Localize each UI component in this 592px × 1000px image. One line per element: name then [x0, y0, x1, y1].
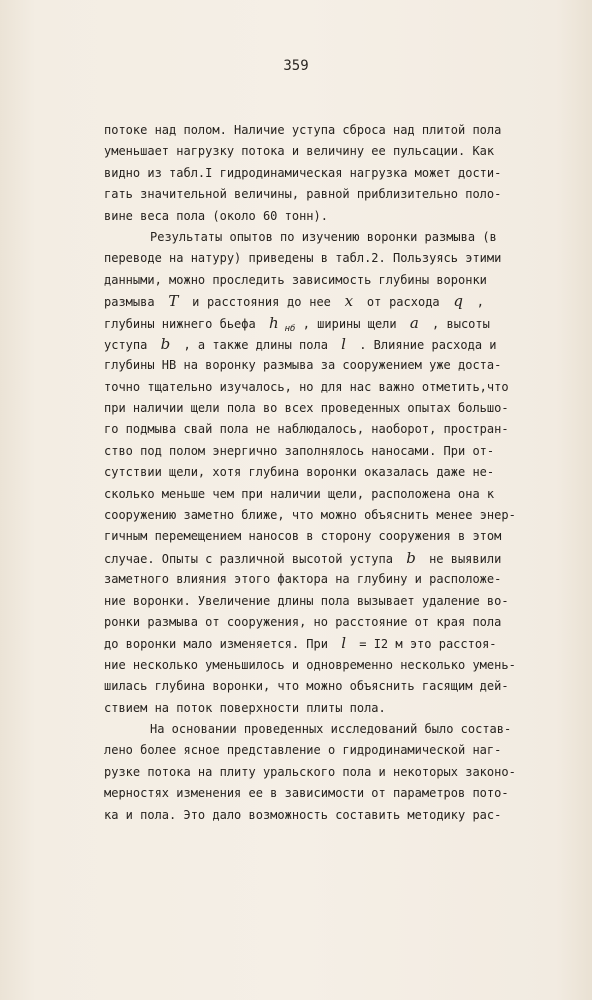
- text-run: потоке над полом. Наличие уступа сброса над плитой пола: [104, 123, 502, 137]
- text-line: [104, 291, 484, 312]
- text-line: [104, 762, 516, 783]
- math-subscript: нб: [284, 323, 296, 334]
- text-line: [104, 633, 497, 654]
- text-line: [104, 206, 484, 227]
- math-symbol: h: [268, 313, 279, 332]
- text-run: при наличии щели пола во всех проведенных опытах большо-: [104, 401, 509, 416]
- text-run: . Влияние расхода и: [359, 337, 497, 352]
- text-line: [104, 569, 502, 590]
- text-line: [104, 141, 495, 162]
- text-run: сколько меньше чем при наличии щели, расположена она к: [104, 486, 495, 501]
- body-text: [104, 120, 516, 826]
- text-line: [104, 612, 502, 633]
- text-line: [104, 377, 509, 398]
- text-run: размыва: [104, 295, 155, 310]
- text-run: гичным перемещением наносов в сторону сооружения в этом: [104, 529, 502, 544]
- text-run: шилась глубина воронки, что можно объяснить гасящим дей-: [104, 679, 509, 694]
- text-line: [104, 783, 509, 804]
- text-run: до воронки мало изменяется. При: [104, 637, 328, 652]
- text-run: глубины НВ на воронку размыва за сооружением уже доста-: [104, 358, 502, 373]
- text-run: вине веса пола (около 60 тонн).: [104, 208, 328, 223]
- text-run: переводе на натуру) приведены в табл.2. Пользуясь этими: [104, 251, 502, 266]
- math-symbol: l: [341, 634, 347, 653]
- text-line: [104, 313, 490, 334]
- text-run: , ширины щели: [302, 316, 397, 331]
- math-symbol: T: [168, 292, 179, 311]
- text-run: На основании проведенных исследований было состав-: [150, 721, 512, 736]
- text-line: [104, 184, 502, 205]
- text-run: , высоты: [432, 316, 490, 331]
- text-line: [104, 719, 512, 740]
- math-symbol: a: [409, 313, 419, 332]
- text-line: [104, 698, 484, 719]
- text-run: рузке потока на плиту уральского пола и некоторых законо-: [104, 764, 516, 779]
- text-line: [104, 526, 502, 547]
- math-symbol: b: [160, 334, 171, 353]
- text-run: ние несколько уменьшилось и одновременно несколько умень-: [104, 657, 516, 672]
- text-line: [104, 441, 495, 462]
- text-line: [104, 248, 502, 269]
- text-run: данными, можно проследить зависимость глубины воронки: [104, 272, 487, 287]
- text-line: [104, 419, 509, 440]
- text-line: [104, 548, 502, 569]
- text-run: глубины нижнего бьефа: [104, 316, 256, 331]
- text-run: не выявили: [429, 551, 502, 566]
- text-run: от расхода: [366, 295, 440, 310]
- text-run: сутствии щели, хотя глубина воронки оказалась даже не-: [104, 465, 495, 480]
- text-line: [104, 270, 487, 291]
- text-run: ,: [476, 295, 484, 310]
- text-run: гать значительной величины, равной приблизительно поло-: [104, 187, 502, 202]
- text-line: [104, 120, 502, 141]
- text-run: = I2 м это расстоя-: [359, 637, 497, 652]
- text-line: [104, 676, 509, 697]
- text-run: го подмыва свай пола не наблюдалось, наоборот, простран-: [104, 422, 509, 437]
- text-run: , а также длины пола: [183, 337, 328, 352]
- math-symbol: l: [341, 334, 346, 353]
- text-line: [104, 484, 495, 505]
- text-line: [104, 505, 516, 526]
- text-line: [104, 334, 497, 355]
- text-line: [104, 163, 502, 184]
- math-symbol: q: [453, 292, 464, 311]
- text-line: [104, 591, 509, 612]
- text-line: [104, 355, 502, 376]
- text-line: [104, 462, 495, 483]
- text-run: Результаты опытов по изучению воронки размыва (в: [150, 229, 497, 244]
- text-run: уменьшает нагрузку потока и величину ее пульсации. Как: [104, 144, 495, 159]
- text-run: ство под полом энергично заполнялось наносами. При от-: [104, 443, 495, 458]
- text-run: и расстояния до нее: [192, 295, 331, 310]
- text-run: ние воронки. Увеличение длины пола вызывает удаление во-: [104, 593, 509, 608]
- text-run: заметного влияния этого фактора на глубину и расположе-: [104, 572, 502, 587]
- text-line: [104, 805, 502, 826]
- text-run: уступа: [104, 337, 148, 352]
- text-run: точно тщательно изучалось, но для нас важно отметить,что: [104, 379, 509, 394]
- math-symbol: x: [344, 292, 354, 311]
- page-number: 359: [283, 58, 309, 74]
- math-symbol: b: [406, 548, 416, 567]
- text-line: [104, 655, 516, 676]
- text-run: ствием на поток поверхности плиты пола.: [104, 700, 386, 715]
- text-run: сооружению заметно ближе, что можно объяснить менее энер-: [104, 508, 516, 523]
- text-line: [104, 398, 509, 419]
- text-run: ка и пола. Это дало возможность составить методику рас-: [104, 807, 502, 822]
- text-run: ронки размыва от сооружения, но расстояние от края пола: [104, 614, 502, 629]
- text-line: [104, 227, 497, 248]
- text-run: мерностях изменения ее в зависимости от параметров пото-: [104, 786, 509, 801]
- text-run: видно из табл.I гидродинамическая нагрузка может дости-: [104, 165, 502, 180]
- text-line: [104, 740, 502, 761]
- text-run: случае. Опыты с различной высотой уступа: [104, 551, 393, 566]
- text-run: лено более ясное представление о гидродинамической наг-: [104, 743, 502, 758]
